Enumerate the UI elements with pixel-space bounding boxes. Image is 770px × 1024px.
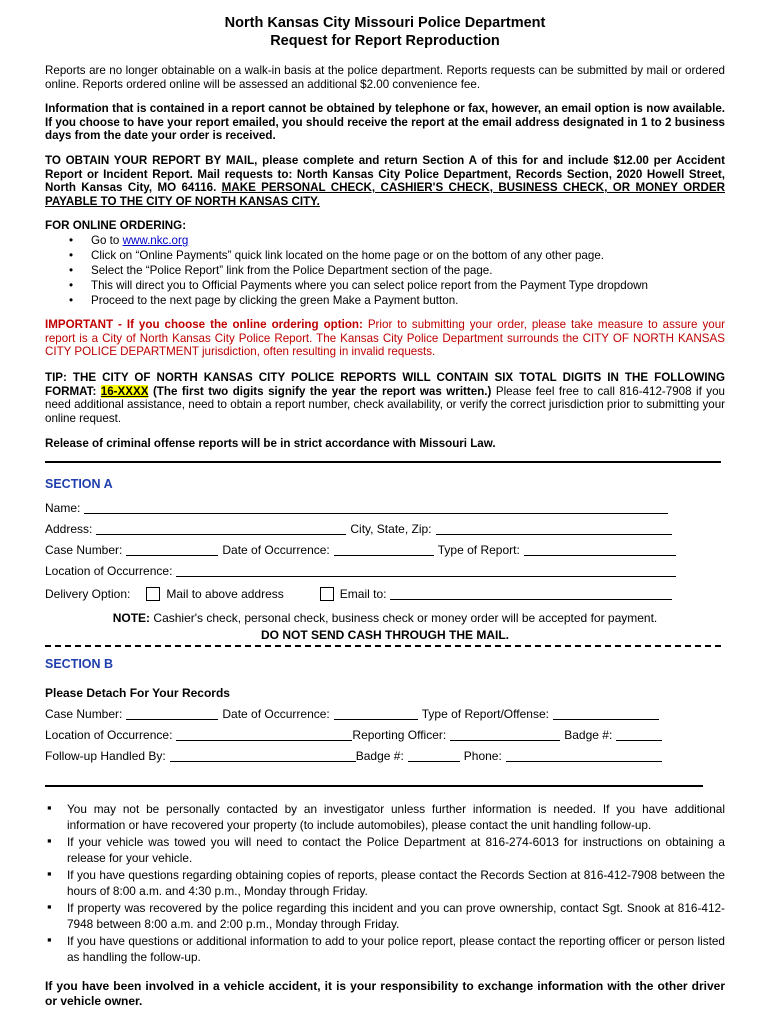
b-type-field[interactable] bbox=[553, 708, 659, 720]
b-badge-field[interactable] bbox=[616, 729, 662, 741]
tip-bold-rest: (The first two digits signify the year the report was written.) bbox=[148, 384, 492, 398]
b-date-label: Date of Occurrence: bbox=[222, 706, 330, 721]
section-divider bbox=[45, 461, 721, 463]
case-number-label: Case Number: bbox=[45, 542, 123, 557]
b-location-row bbox=[45, 721, 725, 742]
b-type-label: Type of Report/Offense: bbox=[421, 706, 549, 721]
mail-text: TO OBTAIN YOUR REPORT BY MAIL, please complete and return Section A of this for and include $12.00 per Accident Report or Incident Report. Mail requests to: North Kansas City Police Department, Records Section, 2020 Howell Street, North Kansas City, MO 64116. bbox=[45, 153, 725, 195]
b-badge2-field[interactable] bbox=[408, 750, 460, 762]
email-option-label: Email to: bbox=[339, 586, 387, 601]
b-case-label: Case Number: bbox=[45, 706, 123, 721]
delivery-label: Delivery Option: bbox=[45, 586, 131, 601]
section-b-heading: SECTION B bbox=[45, 656, 114, 671]
name-row bbox=[45, 494, 725, 515]
detach-line bbox=[45, 645, 721, 647]
case-number-field[interactable] bbox=[126, 544, 218, 556]
report-type-field[interactable] bbox=[524, 544, 676, 556]
note-lead: NOTE: bbox=[112, 611, 151, 625]
city-label: City, State, Zip: bbox=[350, 521, 432, 536]
online-steps-list bbox=[67, 233, 725, 308]
location-label: Location of Occurrence: bbox=[45, 563, 173, 578]
date-field[interactable] bbox=[334, 544, 434, 556]
nkc-website-link[interactable]: www.nkc.org bbox=[122, 234, 189, 248]
case-row bbox=[45, 536, 725, 557]
list-item: ▪ If property was recovered by the police regarding this incident and you can prove ownership, contact Sgt. Snook at 816-412-7948 between 8:00 a.m. and 2:00 p.m., Monday through Friday. bbox=[45, 900, 725, 932]
b-followup-row bbox=[45, 742, 725, 763]
date-label: Date of Occurrence: bbox=[222, 542, 330, 557]
notes-list bbox=[45, 801, 725, 965]
tip-paragraph bbox=[45, 371, 725, 425]
list-item: ▪ You may not be personally contacted by an investigator unless further information is needed. If you have additional information or have recovered your property (to include automobiles), please contact the unit handling follow-up. bbox=[45, 801, 725, 833]
list-item: • This will direct you to Official Payments where you can select police report from the Payment Type dropdown bbox=[67, 278, 725, 293]
mail-paragraph bbox=[45, 154, 725, 208]
email-checkbox[interactable] bbox=[320, 587, 334, 601]
payment-note bbox=[45, 611, 725, 625]
mail-checkbox[interactable] bbox=[146, 587, 160, 601]
info-paragraph: Information that is contained in a report cannot be obtained by telephone or fax, however, an email option is now available. If you choose to have your report emailed, you should receive the report at the email address designated in 1 to 2 business days from the date your order is received. bbox=[45, 102, 725, 143]
list-item: • Select the “Police Report” link from the Police Department section of the page. bbox=[67, 263, 725, 278]
b-followup-field[interactable] bbox=[170, 750, 356, 762]
page-title: North Kansas City Missouri Police Department bbox=[224, 15, 546, 31]
b-badge-label: Badge #: bbox=[564, 727, 613, 742]
list-item: • Click on “Online Payments” quick link located on the home page or on the bottom of any other page. bbox=[67, 248, 725, 263]
b-officer-label: Reporting Officer: bbox=[352, 727, 447, 742]
location-row bbox=[45, 557, 725, 578]
b-location-field[interactable] bbox=[176, 729, 352, 741]
important-text: Prior to submitting your order, please take measure to assure your report is a City of North Kansas City Police Report. The Kansas City Police Department surrounds the CITY OF NORTH KANSAS CITY POLICE DEPARTMENT jurisdiction, often resulting in invalid requests. bbox=[45, 318, 725, 359]
list-item bbox=[67, 233, 725, 248]
list-item: ▪ If you have questions regarding obtaining copies of reports, please contact the Records Section at 816-412-7908 between the hours of 8:00 a.m. and 4:30 p.m., Monday through Friday. bbox=[45, 867, 725, 899]
location-field[interactable] bbox=[176, 565, 676, 577]
mail-option-label: Mail to above address bbox=[166, 586, 284, 601]
list-item: • Proceed to the next page by clicking the green Make a Payment button. bbox=[67, 293, 725, 308]
email-field[interactable] bbox=[390, 588, 672, 600]
footer-notice: If you have been involved in a vehicle accident, it is your responsibility to exchange information with the other driver or vehicle owner. bbox=[45, 979, 725, 1009]
b-location-label: Location of Occurrence: bbox=[45, 727, 173, 742]
payable-notice: MAKE PERSONAL CHECK, CASHIER'S CHECK, BUSINESS CHECK, OR MONEY ORDER PAYABLE TO THE CITY OF NORTH KANSAS CITY. bbox=[45, 181, 725, 208]
b-badge2-label: Badge #: bbox=[355, 748, 404, 763]
name-field[interactable] bbox=[84, 502, 668, 514]
section-a-heading: SECTION A bbox=[45, 477, 113, 491]
intro-paragraph: Reports are no longer obtainable on a walk-in basis at the police department. Reports requests can be submitted by mail or ordered online. Reports ordered online will be assessed an additional $2.00 convenience fee. bbox=[45, 64, 725, 91]
important-lead: IMPORTANT - If you choose the online ordering option: bbox=[45, 318, 363, 332]
page-subtitle: Request for Report Reproduction bbox=[270, 33, 500, 49]
list-item: ▪ If your vehicle was towed you will need to contact the Police Department at 816-274-6013 for instructions on obtaining a release for your vehicle. bbox=[45, 834, 725, 866]
online-ordering-title: FOR ONLINE ORDERING: bbox=[45, 219, 187, 233]
tip-rest: Please feel free to call 816-412-7908 if you need additional assistance, need to obtain a report number, check availability, or verify the correct jurisdiction prior to submitting your online request. bbox=[45, 384, 725, 425]
list-item: ▪ If you have questions or additional information to add to your police report, please contact the reporting officer or person listed as handling the follow-up. bbox=[45, 933, 725, 965]
important-paragraph bbox=[45, 318, 725, 359]
b-phone-label: Phone: bbox=[463, 748, 502, 763]
address-row bbox=[45, 515, 725, 536]
b-case-field[interactable] bbox=[126, 708, 218, 720]
detach-notice: Please Detach For Your Records bbox=[45, 685, 230, 700]
no-cash-warning: DO NOT SEND CASH THROUGH THE MAIL. bbox=[261, 628, 509, 643]
note-text: Cashier's check, personal check, business check or money order will be accepted for payment. bbox=[150, 611, 658, 625]
report-format: 16-XXXX bbox=[100, 384, 149, 398]
tip-lead: TIP: THE CITY OF NORTH KANSAS CITY POLICE REPORTS WILL CONTAIN SIX TOTAL DIGITS IN THE FOLLOWING FORMAT: bbox=[45, 371, 725, 398]
b-followup-label: Follow-up Handled By: bbox=[45, 748, 166, 763]
release-notice: Release of criminal offense reports will be in strict accordance with Missouri Law. bbox=[45, 437, 496, 451]
report-type-label: Type of Report: bbox=[437, 542, 520, 557]
goto-prefix: Go to bbox=[91, 234, 120, 248]
name-label: Name: bbox=[45, 500, 81, 515]
notes-divider bbox=[45, 785, 703, 787]
b-officer-field[interactable] bbox=[450, 729, 560, 741]
b-phone-field[interactable] bbox=[506, 750, 662, 762]
city-field[interactable] bbox=[436, 523, 672, 535]
delivery-row bbox=[45, 578, 725, 601]
address-label: Address: bbox=[45, 521, 93, 536]
b-case-row bbox=[45, 700, 725, 721]
b-date-field[interactable] bbox=[334, 708, 418, 720]
address-field[interactable] bbox=[96, 523, 346, 535]
